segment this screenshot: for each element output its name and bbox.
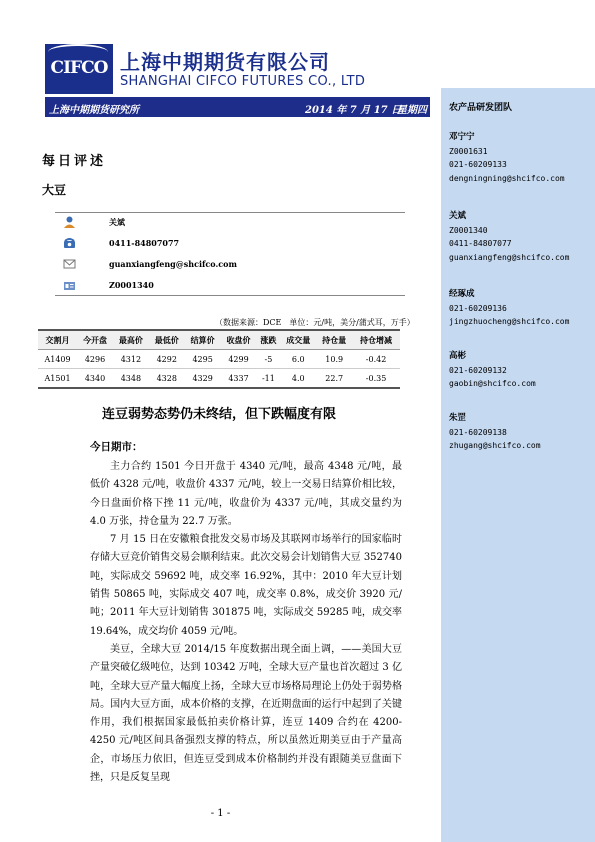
table-cell: 4340	[77, 369, 113, 389]
table-cell: -0.35	[352, 369, 400, 389]
company-name-en: SHANGHAI CIFCO FUTURES CO., LTD	[120, 74, 366, 89]
contact-name: 关斌	[109, 217, 125, 227]
analyst-phone: 021-60209132	[449, 365, 507, 375]
contact-phone: 0411-84807077	[109, 238, 180, 248]
col-header: 持仓增减	[352, 330, 400, 350]
institute-name: 上海中期期货研究所	[49, 105, 139, 116]
col-header: 交割月	[38, 330, 77, 350]
analyst-email[interactable]: dengningning@shcifco.com	[449, 173, 565, 183]
analyst-phone: 021-60209133	[449, 160, 507, 169]
section-label: 今日期市：	[90, 441, 143, 453]
col-header: 成交量	[280, 330, 316, 350]
commodity-title: 大豆	[42, 183, 67, 197]
analyst-email[interactable]: jingzhuocheng@shcifco.com	[449, 317, 570, 326]
col-header: 持仓量	[316, 330, 352, 350]
analyst-card	[449, 131, 565, 185]
table-cell: 4328	[149, 369, 185, 389]
contact-box	[55, 212, 405, 296]
body-text	[90, 458, 402, 787]
col-header: 结算价	[185, 330, 221, 350]
header-bar	[45, 97, 430, 117]
report-type-title: 每日评述	[42, 154, 107, 169]
analyst-name: 高彬	[449, 351, 467, 361]
col-header: 最高价	[113, 330, 149, 350]
page-number: - 1 -	[210, 808, 231, 819]
analyst-name: 邓宁宁	[449, 132, 475, 142]
analyst-email[interactable]: guanxiangfeng@shcifco.com	[449, 252, 570, 262]
table-cell: 4299	[221, 350, 257, 369]
analyst-card	[449, 210, 569, 264]
contact-license: Z0001340	[109, 280, 154, 290]
contact-phone-row	[55, 234, 405, 254]
report-weekday: 星期四	[397, 105, 427, 116]
table-cell: 4329	[185, 369, 221, 389]
table-cell: A1409	[38, 350, 77, 369]
sidebar-title: 农产品研发团队	[449, 103, 513, 113]
contact-name-row	[55, 213, 405, 233]
table-cell: 4312	[113, 350, 149, 369]
table-header-row	[38, 330, 400, 350]
table-cell: -5	[256, 350, 280, 369]
person-icon	[63, 216, 76, 228]
table-cell: 4296	[77, 350, 113, 369]
mail-icon	[63, 258, 76, 270]
sidebar	[441, 88, 595, 842]
table-cell: 4348	[113, 369, 149, 389]
analyst-card	[449, 412, 541, 453]
logo-text: CIFCO	[50, 58, 108, 78]
table-cell: 4337	[221, 369, 257, 389]
contact-email[interactable]: guanxiangfeng@shcifco.com	[109, 259, 237, 269]
analyst-phone: 021-60209136	[449, 303, 507, 313]
table-cell: -0.42	[352, 350, 400, 369]
analyst-name: 关斌	[449, 211, 467, 221]
col-header: 收盘价	[221, 330, 257, 350]
analyst-name: 经琢成	[449, 289, 475, 299]
analyst-phone: 021-60209138	[449, 427, 507, 437]
analyst-card	[449, 288, 569, 329]
contact-license-row	[55, 276, 405, 296]
data-source-note: （数据来源：DCE 单位：元/吨，美分/蒲式耳，万手）	[215, 318, 415, 327]
table-cell: 10.9	[316, 350, 352, 369]
analyst-card	[449, 350, 536, 391]
analyst-license: Z0001631	[449, 146, 488, 156]
table-row	[38, 350, 400, 369]
paragraph: 美豆，全球大豆 2014/15 年度数据出现全面上调，——美国大豆产量突破亿级吨位，达到 10342 万吨，全球大豆产量也首次超过 3 亿吨，全球大豆产量大幅度上扬，全球大豆市场格局理论上仍处于弱势格局。国内大豆方面，成本价格的支撑，在近期盘面的运行中起到了关键作用，我们根据国家最低拍卖价格计算，连豆 1409 合约在 4200-4250 元/吨区间具备强烈支撑的特点，所以虽然近期美豆由于产量高企，市场压力依旧，但连豆受到成本价格制约并没有跟随美豆盘面下挫，只是反复呈现	[90, 643, 402, 784]
table-cell: -11	[256, 369, 280, 389]
company-name-cn: 上海中期期货有限公司	[120, 50, 330, 74]
table-row	[38, 369, 400, 389]
certificate-icon	[63, 279, 76, 291]
analyst-name: 朱罡	[449, 413, 467, 423]
table-cell: 4.0	[280, 369, 316, 389]
paragraph: 7 月 15 日在安徽粮食批发交易市场及其联网市场举行的国家临时存储大豆竞价销售交易会顺利结束。此次交易会计划销售大豆 352740 吨，实际成交 59692 吨，成交率 16.92%，其中：2010 年大豆计划销售 50865 吨，实际成交 407 吨，成交率 0.8%，成交价 3920 元/吨；2011 年大豆计划销售 301875 吨，实际成交 59285 吨，成交率 19.64%，成交均价 4059 元/吨。	[90, 534, 402, 637]
table-cell: 4295	[185, 350, 221, 369]
col-header: 涨跌	[256, 330, 280, 350]
analyst-phone: 0411-84807077	[449, 239, 512, 248]
table-cell: 22.7	[316, 369, 352, 389]
contact-email-row	[55, 255, 405, 275]
table-cell: A1501	[38, 369, 77, 389]
table-cell: 4292	[149, 350, 185, 369]
paragraph: 主力合约 1501 今日开盘于 4340 元/吨，最高 4348 元/吨，最低价 4328 元/吨，收盘价 4337 元/吨，较上一交易日结算价相比较，今日盘面价格下挫 11 元/吨，收盘价为 4337 元/吨，其成交量约为 4.0 万张，持仓量为 22.7 万张。	[90, 461, 402, 527]
analyst-email[interactable]: zhugang@shcifco.com	[449, 441, 541, 450]
report-date: 2014 年 7 月 17 日	[305, 105, 402, 116]
article-headline: 连豆弱势态势仍未终结，但下跌幅度有限	[101, 407, 336, 422]
analyst-email[interactable]: gaobin@shcifco.com	[449, 379, 536, 388]
col-header: 最低价	[149, 330, 185, 350]
table-cell: 6.0	[280, 350, 316, 369]
market-data-table	[38, 329, 400, 389]
col-header: 今开盘	[77, 330, 113, 350]
phone-icon	[63, 237, 76, 249]
analyst-license: Z0001340	[449, 225, 488, 235]
